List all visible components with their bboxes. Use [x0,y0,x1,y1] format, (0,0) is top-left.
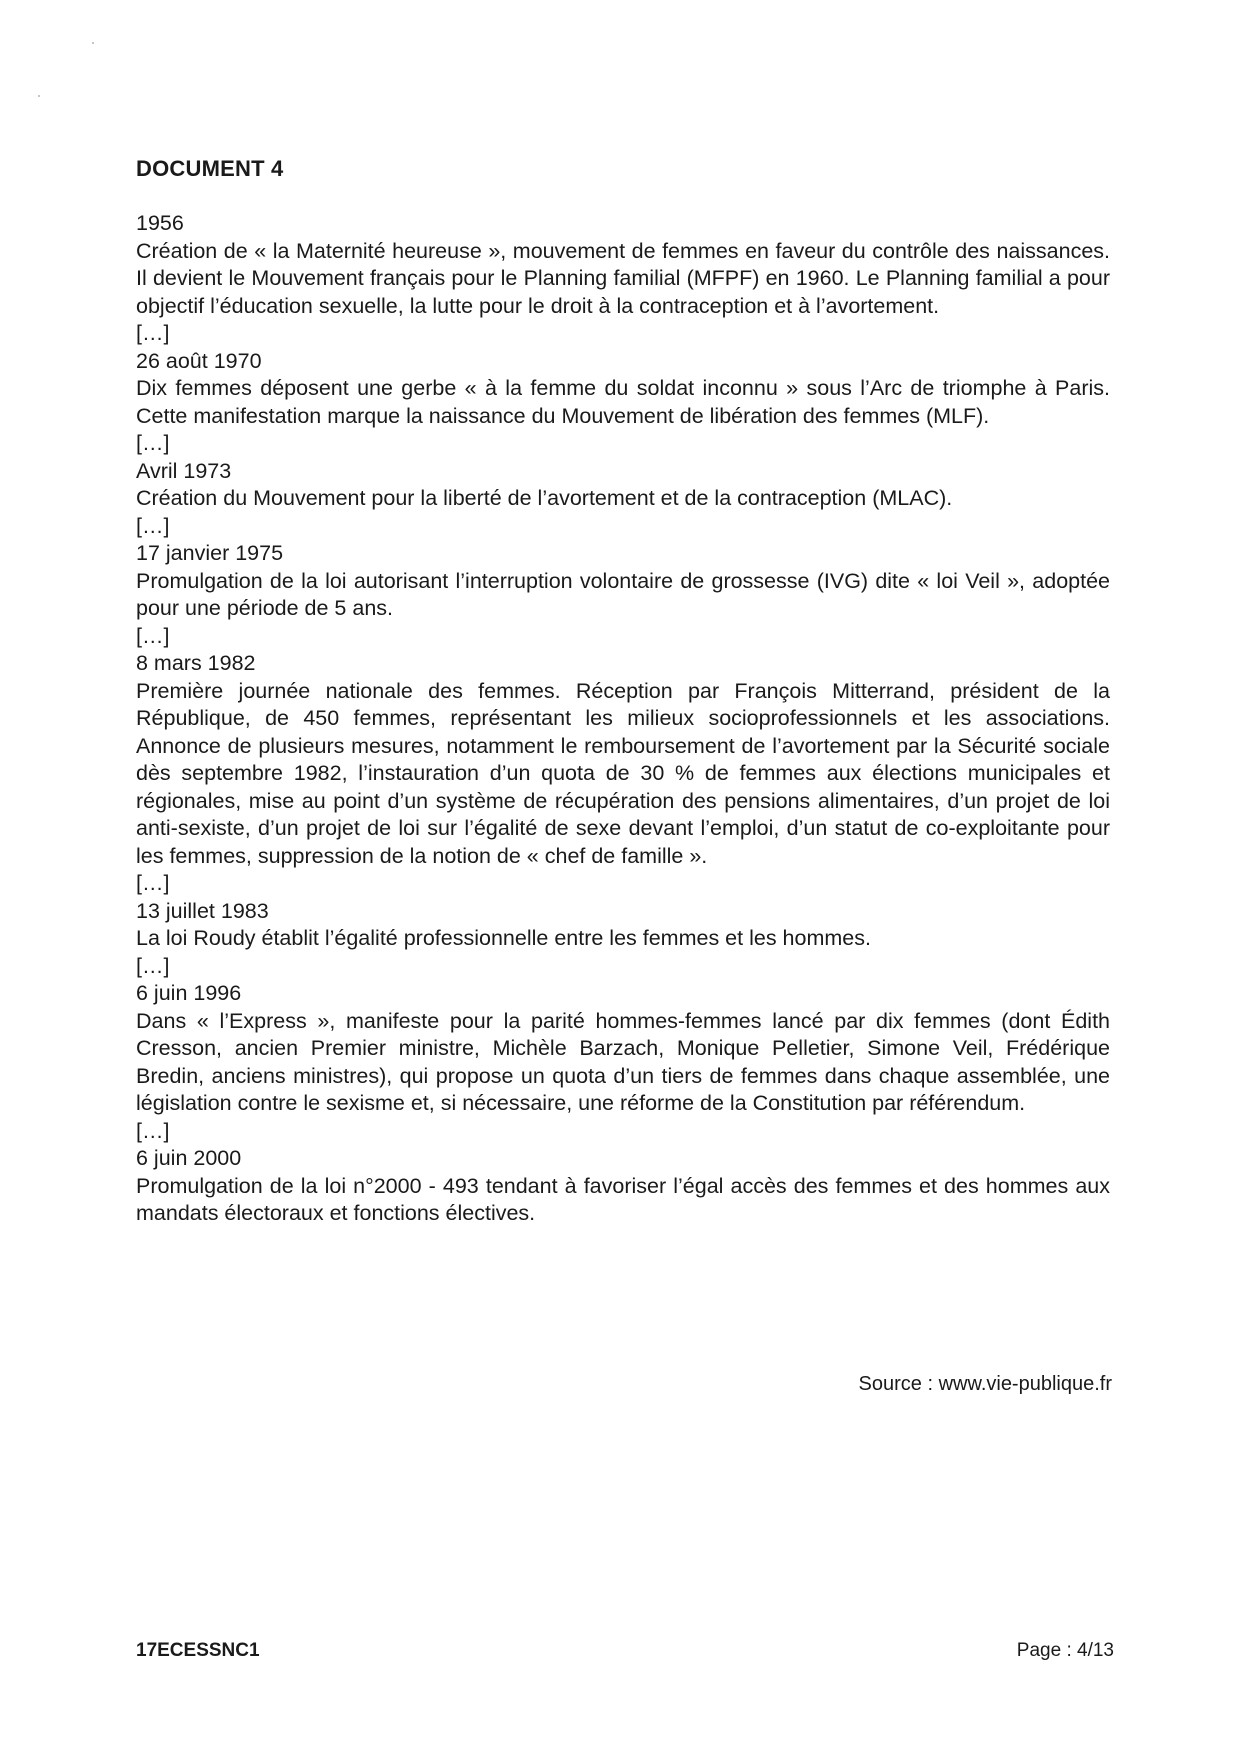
entry-date: 6 juin 1996 [136,981,242,1005]
entry-date: 17 janvier 1975 [136,541,284,565]
scan-speck [38,95,40,97]
omission-marker: […] [136,871,170,895]
timeline-entry [136,320,1110,430]
timeline-entry [136,623,1110,871]
entry-date: Avril 1973 [136,458,232,483]
entry-text: Promulgation de la loi autorisant l’interruption volontaire de grossesse (IVG) dite « loi Veil », adoptée pour une période de 5 ans. [136,568,1110,620]
omission-marker: […] [136,623,170,648]
entry-text: Dix femmes déposent une gerbe « à la femme du soldat inconnu » sous l’Arc de triomphe à Paris. Cette manifestation marque la naissance du Mouvement de libération des femmes (MLF). [136,376,1110,428]
exam-code: 17ECESSNC1 [136,1640,260,1661]
entry-text: Première journée nationale des femmes. Réception par François Mitterrand, président de la République, de 450 femmes, représentant les milieux socioprofessionnels et les associations. Annonce de plusieurs mesures, notamment le remboursement de l’avortement par la Sécurité sociale dès septembre 1982, l’instauration d’un quota de 30 % de femmes aux élections municipales et régionales, mise au point d’un système de récupération des pensions alimentaires, d’un projet de loi anti-sexiste, d’un projet de loi sur l’égalité de sexe devant l’emploi, d’un statut de co-exploitante pour les femmes, suppression de la notion de « chef de famille ». [136,678,1110,868]
omission-marker: […] [136,513,170,538]
entry-text: Création de « la Maternité heureuse », mouvement de femmes en faveur du contrôle des naissances. Il devient le Mouvement français pour le Planning familial (MFPF) en 1960. Le Planning familial a pour objectif l’éducation sexuelle, la lutte pour le droit à la contraception et à l’avortement. [136,238,1110,318]
source-citation: Source : www.vie-publique.fr [858,1373,1112,1395]
entry-date: 8 mars 1982 [136,651,256,675]
timeline [136,210,1110,1228]
document-title: DOCUMENT 4 [136,156,284,181]
omission-marker: […] [136,953,170,978]
timeline-entry [136,430,1110,513]
timeline-entry [136,953,1110,1118]
entry-date: 13 juillet 1983 [136,898,269,923]
timeline-entry [136,870,1110,953]
scan-speck [92,42,94,44]
entry-text: Création du Mouvement pour la liberté de l’avortement et de la contraception (MLAC). [136,486,953,510]
timeline-entry [136,210,1110,320]
entry-date: 1956 [136,211,184,235]
entry-text: Dans « l’Express », manifeste pour la parité hommes-femmes lancé par dix femmes (dont Édith Cresson, ancien Premier ministre, Michèle Barzach, Monique Pelletier, Simone Veil, Frédérique Bredin, anciens ministres), qui propose un quota d’un tiers de femmes dans chaque assemblée, une législation contre le sexisme et, si nécessaire, une réforme de la Constitution par référendum. [136,1008,1110,1115]
timeline-entry [136,513,1110,623]
omission-marker: […] [136,431,170,455]
page-number: Page : 4/13 [1016,1640,1114,1661]
entry-text: La loi Roudy établit l’égalité professionnelle entre les femmes et les hommes. [136,926,871,950]
entry-date: 26 août 1970 [136,348,262,373]
entry-date: 6 juin 2000 [136,1146,242,1170]
timeline-entry [136,1118,1110,1228]
omission-marker: […] [136,1118,170,1143]
entry-text: Promulgation de la loi n°2000 - 493 tendant à favoriser l’égal accès des femmes et des hommes aux mandats électoraux et fonctions électives. [136,1173,1110,1225]
omission-marker: […] [136,321,170,345]
